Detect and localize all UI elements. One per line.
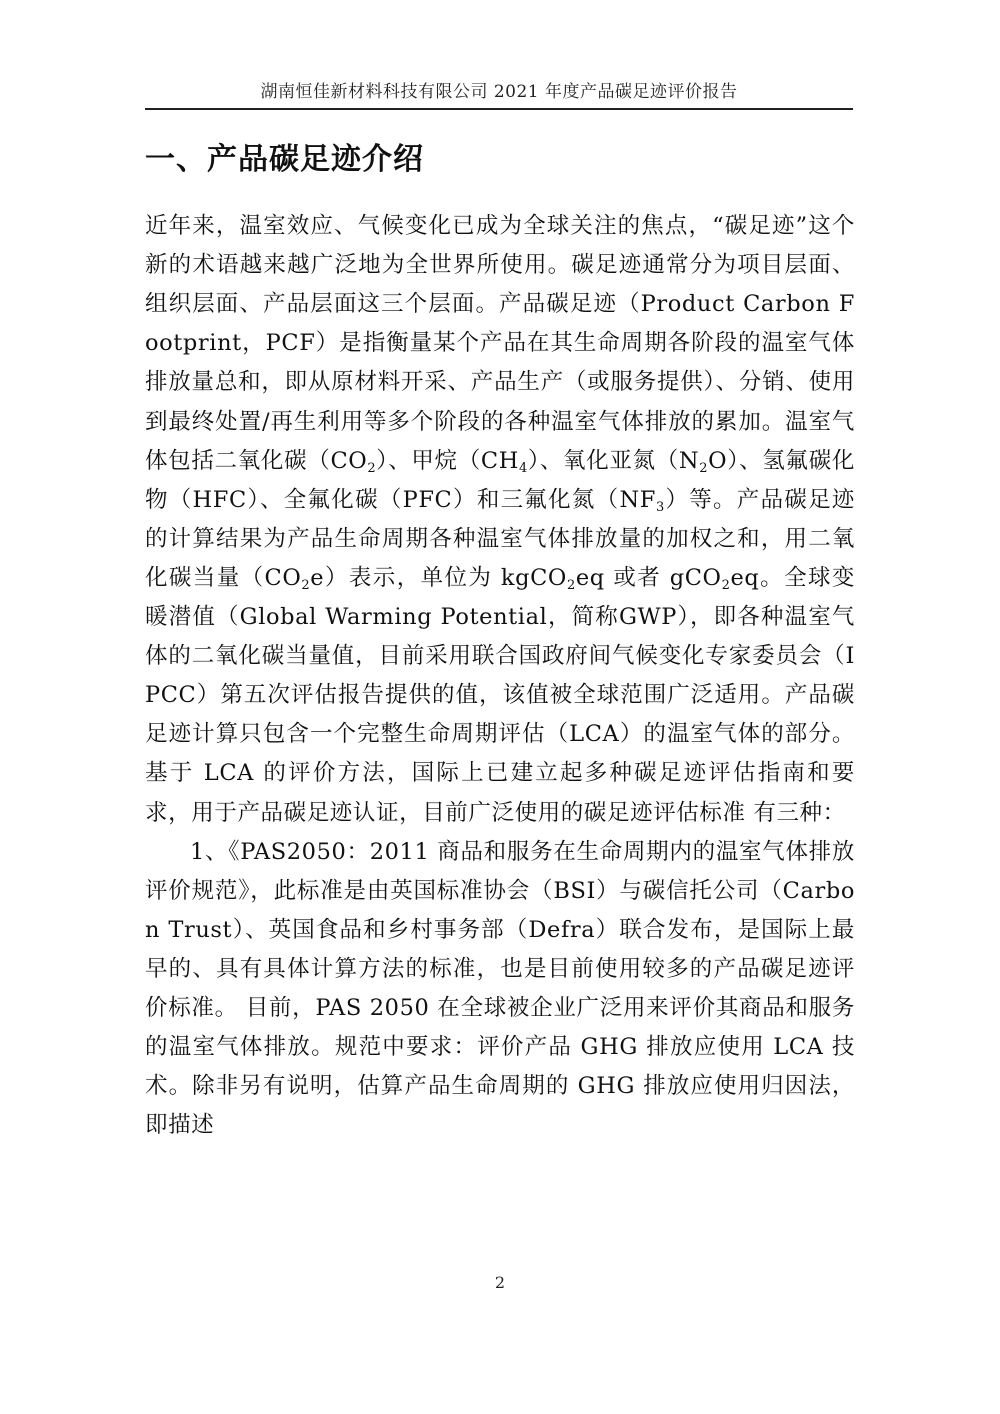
- subscript: 2: [301, 577, 311, 593]
- text-run: e）表示，单位为 kgCO: [310, 564, 567, 591]
- subscript: 2: [367, 460, 377, 476]
- subscript: 3: [655, 499, 665, 515]
- text-run: ）、氧化亚氮（N: [527, 447, 700, 474]
- body-text: [145, 168, 855, 1145]
- subscript: 2: [566, 577, 576, 593]
- subscript: 4: [518, 460, 528, 476]
- text-run: O）、氢氟碳化物（HFC）、全氟化碳（PFC）和三氟化氮（NF: [145, 447, 855, 513]
- text-run: ）、甲烷（CH: [376, 447, 519, 474]
- page-number: 2: [494, 1273, 506, 1292]
- text-run: eq 或者 gCO: [575, 564, 722, 591]
- subscript: 2: [721, 577, 731, 593]
- running-header: 湖南恒佳新材料科技有限公司 2021 年度产品碳足迹评价报告: [260, 82, 738, 102]
- paragraph-pas2050: 1、《PAS2050：2011 商品和服务在生命周期内的温室气体排放评价规范》，此标准是由英国标准协会（BSI）与碳信托公司（Carbon Trust）、英国食品和乡村事务部（Defra）联合发布，是国际上最早的、具有具体计算方法的标准，也是目前使用较多的产品碳足迹评价标准。 目前，PAS 2050 在全球被企业广泛用来评价其商品和服务的温室气体排放。规范中要求：评价产品 GHG 排放应使用 LCA 技术。除非另有说明，估算产品生命周期的 GHG 排放应使用归因法，即描述: [145, 838, 855, 1139]
- paragraph-pcf-intro: [145, 168, 855, 833]
- text-run: 近年来，温室效应、气候变化已成为全球关注的焦点，“碳足迹”这个新的术语越来越广泛地为全世界所使用。碳足迹通常分为项目层面、组织层面、产品层面这三个层面。产品碳足迹（Product Carbon Footprint，PCF）是指衡量某个产品在其生命周期各阶段的温室气体排放量总和，即从原材料开采、产品生产（或服务提供）、分销、使用到最终处置/再生利用等多个阶段的各种温室气体排放的累加。温室气体包括二氧化碳（CO: [145, 213, 855, 474]
- section-heading: 一、产品碳足迹介绍: [145, 142, 424, 177]
- subscript: 2: [699, 460, 709, 476]
- header-rule: [145, 108, 853, 110]
- text-run: eq。全球变暖潜值（Global Warming Potential，简称GWP），即各种温室气体的二氧化碳当量值，目前采用联合国政府间气候变化专家委员会（IPCC）第五次评估报告提供的值，该值被全球范围广泛适用。产品碳足迹计算只包含一个完整生命周期评估（LCA）的温室气体的部分。基于 LCA 的评价方法，国际上已建立起多种碳足迹评估指南和要求，用于产品碳足迹认证，目前广泛使用的碳足迹评估标准 有三种：: [145, 564, 855, 826]
- text-run: ）等。产品碳足迹的计算结果为产品生命周期各种温室气体排放量的加权之和，用二氧化碳当量（CO: [145, 486, 855, 591]
